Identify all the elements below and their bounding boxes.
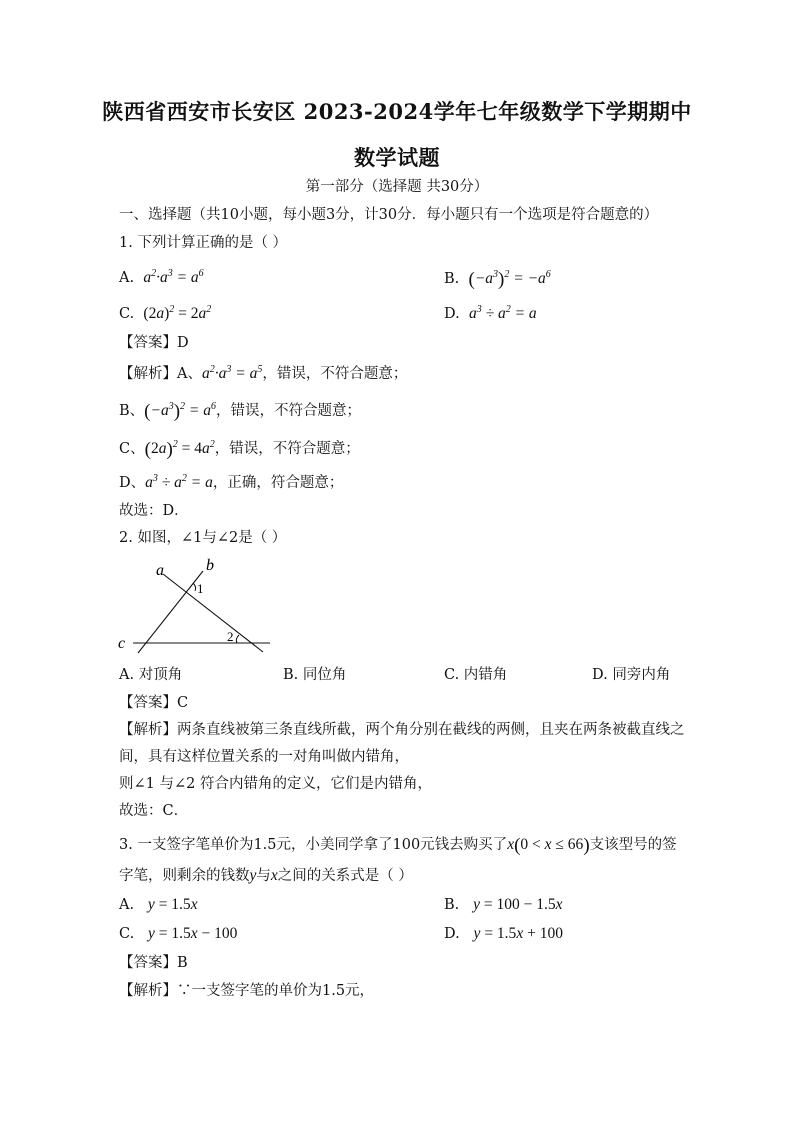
q3-var-y: y [249, 867, 257, 884]
q2-option-b: B. 同位角 [283, 667, 347, 683]
q3-answer: 【答案】B [119, 955, 188, 971]
q2-figure [113, 555, 278, 660]
q3-stem2-part-b: 与 [256, 868, 271, 884]
q1-analysis-d-prefix: D、 [119, 475, 146, 491]
q2-conclusion: 故选：C． [119, 803, 189, 819]
q1-option-b-label: B. [444, 271, 460, 287]
label-b: b [206, 557, 214, 574]
q3-option-a-label: A. [119, 897, 135, 913]
q1-option-d [444, 306, 537, 322]
q2-analysis-line3: 则∠1 与∠2 符合内错角的定义，它们是内错角， [119, 776, 432, 792]
q3-stem2-part-a: 字笔，则剩余的钱数 [119, 868, 250, 884]
q3-stem-part-b: 支该型号的签 [589, 837, 677, 853]
q1-analysis-c [119, 440, 360, 459]
q1-analysis-c-comment: ，错误，不符合题意； [214, 441, 360, 457]
q1-analysis-b-expr: $(-a^3)^2 = a^6$ [144, 401, 216, 422]
q3-option-d-expr: y = 1.5x + 100 [473, 925, 563, 942]
q3-option-c [119, 926, 237, 942]
label-angle-1: 1 [197, 581, 204, 596]
q1-analysis-prefix: 【解析】A、 [119, 366, 202, 382]
q1-analysis-c-expr: $(2a)^2 = 4a^2$ [144, 439, 215, 460]
angle-2-arc [236, 635, 239, 643]
q2-answer: 【答案】C [119, 695, 189, 711]
q3-stem-line1 [119, 836, 677, 855]
label-angle-2: 2 [227, 629, 234, 644]
label-c: c [118, 635, 126, 652]
q1-analysis-b [119, 402, 361, 421]
q1-option-b-expr: $(-a^3)^2 = -a^6$ [468, 269, 551, 290]
q1-option-d-expr: $a^3 \div a^2 = a$ [468, 304, 537, 322]
q1-analysis-c-prefix: C、 [119, 441, 145, 457]
q1-option-b [444, 270, 551, 289]
q2-option-c: C. 内错角 [444, 667, 508, 683]
q1-analysis-a-comment: ，错误，不符合题意； [262, 366, 408, 382]
q3-option-d [444, 926, 563, 942]
q3-option-a-expr: y = 1.5x [147, 896, 198, 913]
line-a [163, 574, 263, 652]
q3-stem-part-a: 3. 一支签字笔单价为1.5元，小美同学拿了100元钱去购买了 [119, 837, 508, 853]
q2-analysis-line2: 间，具有这样位置关系的一对角叫做内错角， [119, 749, 409, 765]
q3-stem-range-expr: x(0 < x ≤ 66) [507, 835, 590, 856]
section-heading: 一、选择题（共10小题，每小题3分，计30分．每小题只有一个选项是符合题意的） [119, 207, 659, 223]
q1-option-a [119, 270, 204, 286]
q1-stem: 1. 下列计算正确的是（ ） [119, 235, 288, 251]
q3-option-c-label: C. [119, 926, 135, 942]
q3-option-b-expr: y = 100 − 1.5x [473, 896, 563, 913]
q1-analysis-a [119, 366, 407, 382]
q3-option-c-expr: y = 1.5x − 100 [148, 925, 238, 942]
q1-analysis-b-prefix: B、 [119, 403, 145, 419]
q1-answer: 【答案】D [119, 335, 189, 351]
q1-option-a-label: A. [119, 270, 135, 286]
q3-option-a [119, 897, 198, 913]
q3-stem-line2 [119, 868, 413, 884]
q1-analysis-d-comment: ，正确，符合题意； [212, 475, 344, 491]
q3-option-b-label: B. [444, 897, 460, 913]
q1-option-c-label: C. [119, 306, 135, 322]
doc-title-line1: 陕西省西安市长安区 2023-2024学年七年级数学下学期期中 [102, 99, 692, 124]
label-a: a [156, 562, 164, 579]
q1-option-a-expr: $a^2\cdot a^3 = a^6$ [143, 268, 204, 286]
angle-1-arc [193, 583, 196, 591]
q1-option-c-expr: $(2a)^2 = 2a^2$ [143, 304, 212, 322]
q2-option-d: D. 同旁内角 [592, 667, 671, 683]
q1-analysis-d-expr: $a^3 \div a^2 = a$ [145, 473, 213, 491]
q3-option-b [444, 897, 562, 913]
q1-conclusion: 故选：D． [119, 503, 189, 519]
q1-analysis-d [119, 475, 343, 491]
q3-stem2-part-c: 之间的关系式是（ ） [277, 868, 413, 884]
q2-stem: 2. 如图，∠1与∠2是（ ） [119, 530, 287, 546]
q3-var-x: x [270, 867, 278, 884]
q3-option-d-label: D. [444, 926, 460, 942]
q3-analysis-line1: 【解析】∵一支签字笔的单价为1.5元， [119, 983, 375, 999]
q1-option-c [119, 306, 211, 322]
doc-title-line2: 数学试题 [354, 145, 440, 170]
part-heading: 第一部分（选择题 共30分） [305, 179, 489, 195]
q2-option-a: A. 对顶角 [119, 667, 183, 683]
q1-analysis-a-expr: $a^2\cdot a^3 = a^5$ [201, 364, 263, 382]
q2-analysis-line1: 【解析】两条直线被第三条直线所截，两个角分别在截线的两侧，且夹在两条被截直线之 [119, 722, 685, 738]
q1-analysis-b-comment: ，错误，不符合题意； [216, 403, 361, 419]
q1-option-d-label: D. [444, 306, 460, 322]
